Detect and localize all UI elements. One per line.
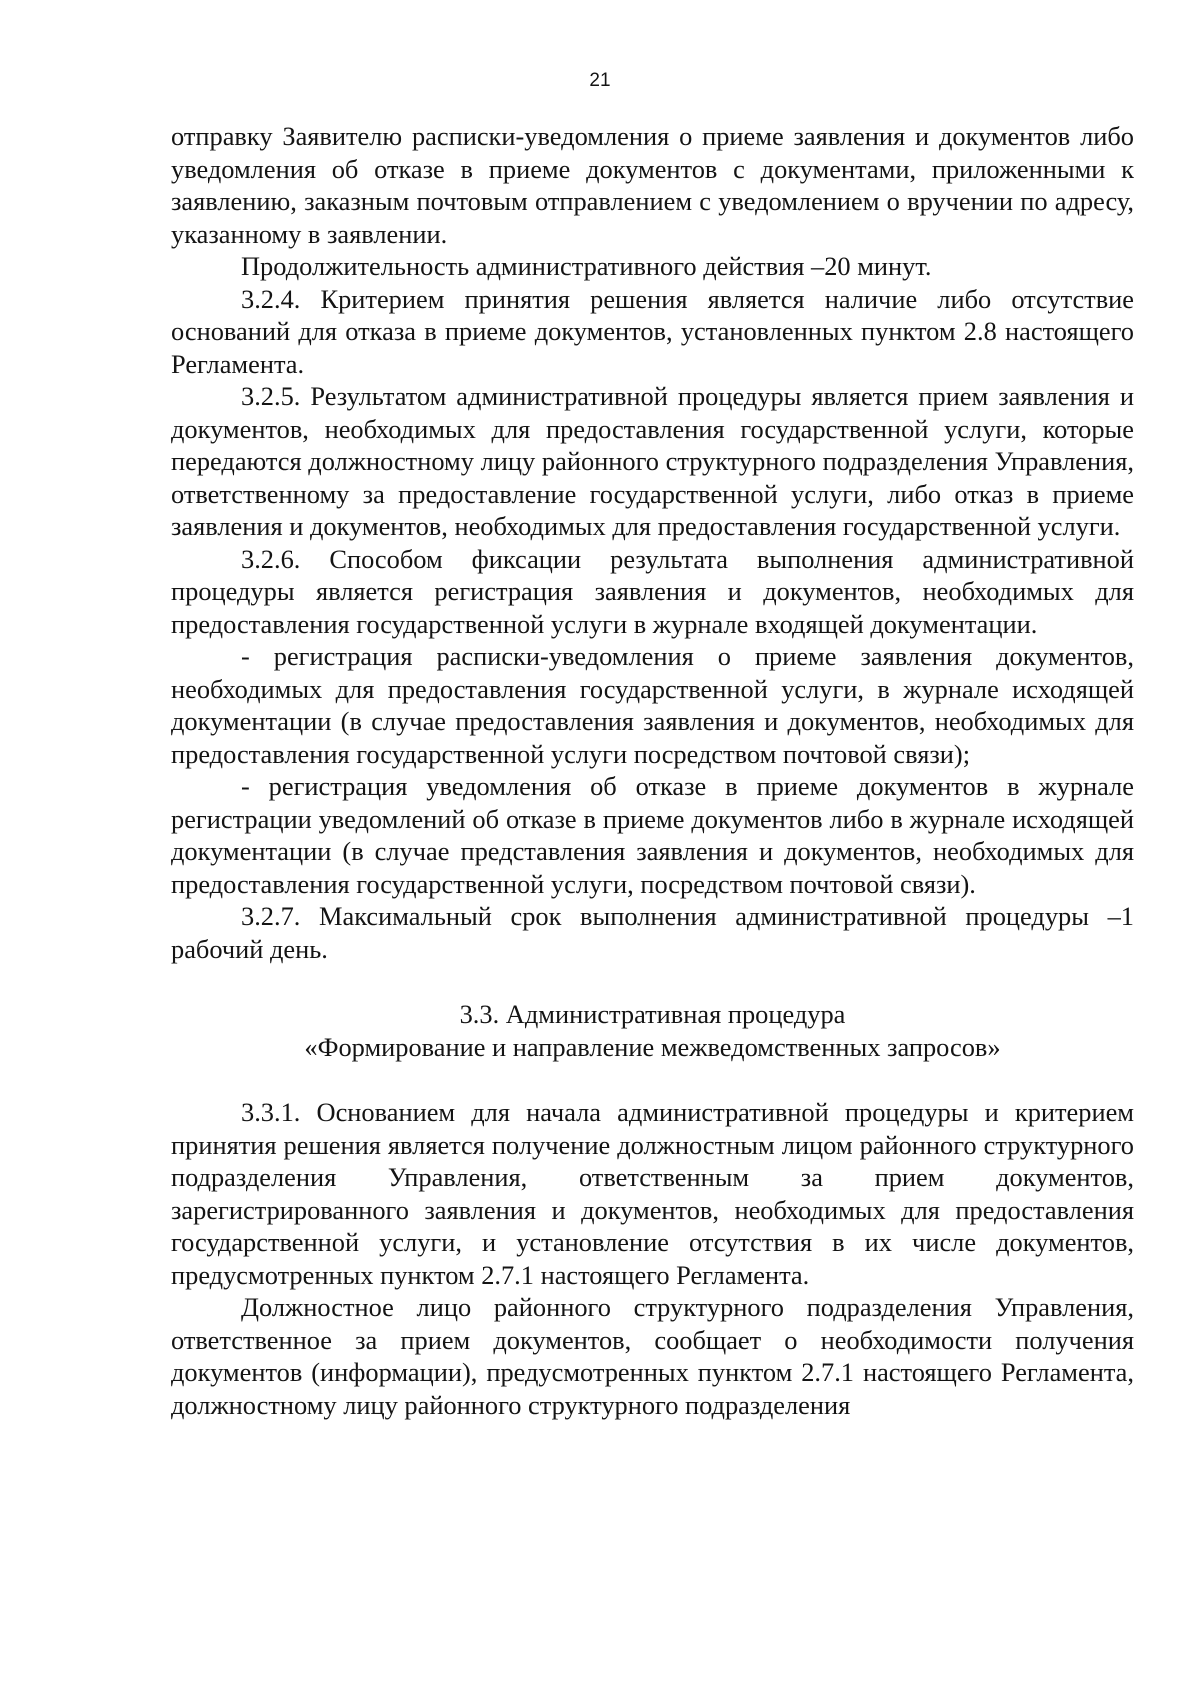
paragraph-3-2-6: 3.2.6. Способом фиксации результата выполнения административной процедуры является регистрация заявления и документов, необходимых для предоставления государственной услуги в журнале входящей документации. xyxy=(171,543,1134,639)
paragraph-3-3-1: 3.3.1. Основанием для начала административной процедуры и критерием принятия решения является получение должностным лицом районного структурного подразделения Управления, ответственным за прием документов, зарегистрированного заявления и документов, необходимых для предоставления государственной услуги, и установление отсутствия в их числе документов, предусмотренных пунктом 2.7.1 настоящего Регламента. xyxy=(171,1097,1134,1290)
paragraph-official-request: Должностное лицо районного структурного подразделения Управления, ответственное за прием документов, сообщает о необходимости получения документов (информации), предусмотренных пунктом 2.7.1 настоящего Регламента, должностному лицу районного структурного подразделения xyxy=(171,1292,1134,1420)
section-title-number: 3.3. Административная процедура xyxy=(459,999,846,1029)
page-number: 21 xyxy=(589,70,611,91)
spacer xyxy=(171,965,1134,998)
spacer xyxy=(171,1063,1134,1096)
paragraph-3-2-4: 3.2.4. Критерием принятия решения является наличие либо отсутствие оснований для отказа в приеме документов, установленных пунктом 2.8 настоящего Регламента. xyxy=(171,283,1134,379)
list-item-receipt-registration: - регистрация расписки-уведомления о приеме заявления документов, необходимых для предоставления государственной услуги, в журнале исходящей документации (в случае предоставления заявления и документов, необходимых для предоставления государственной услуги посредством почтовой связи); xyxy=(171,641,1134,769)
list-item-refusal-registration: - регистрация уведомления об отказе в приеме документов в журнале регистрации уведомлений об отказе в приеме документов либо в журнале исходящей документации (в случае представления заявления и документов, необходимых для предоставления государственной услуги, посредством почтовой связи). xyxy=(171,771,1134,899)
paragraph-3-2-7: 3.2.7. Максимальный срок выполнения административной процедуры –1 рабочий день. xyxy=(171,901,1134,964)
document-body xyxy=(171,120,1134,1421)
paragraph-duration: Продолжительность административного действия –20 минут. xyxy=(241,251,932,281)
section-title-name: «Формирование и направление межведомственных запросов» xyxy=(304,1031,1001,1062)
paragraph-3-2-5: 3.2.5. Результатом административной процедуры является прием заявления и документов, необходимых для предоставления государственной услуги, которые передаются должностному лицу районного структурного подразделения Управления, ответственному за предоставление государственной услуги, либо отказ в приеме заявления и документов, необходимых для предоставления государственной услуги. xyxy=(171,381,1134,541)
paragraph-continuation: отправку Заявителю расписки-уведомления о приеме заявления и документов либо уведомления об отказе в приеме документов с документами, приложенными к заявлению, заказным почтовым отправлением с уведомлением о вручении по адресу, указанному в заявлении. xyxy=(171,121,1134,249)
